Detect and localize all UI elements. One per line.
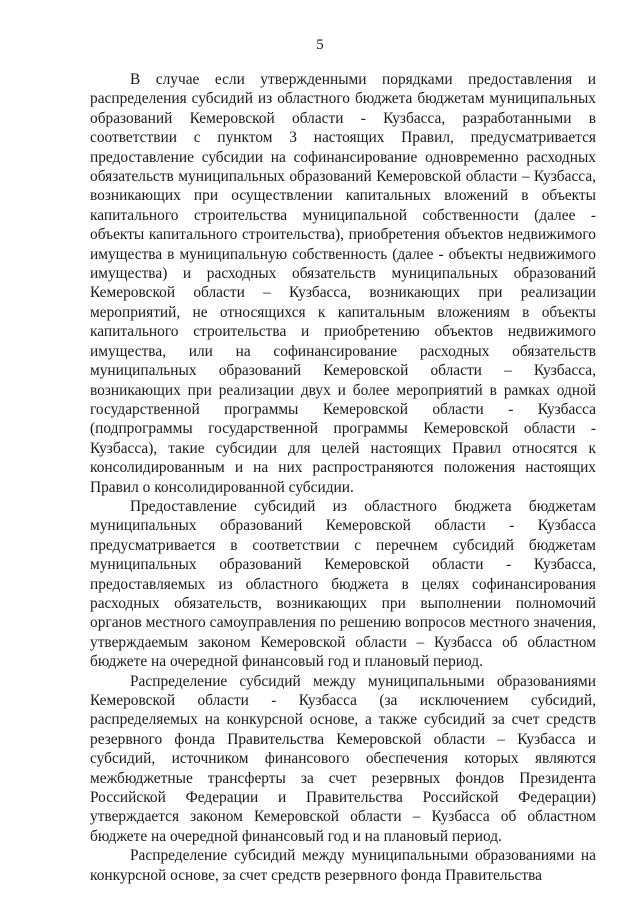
page-number: 5 bbox=[316, 37, 324, 53]
document-body bbox=[90, 70, 596, 885]
paragraph-subsidy-distribution: Распределение субсидий между муниципальными образованиями Кемеровской области - Кузбасса (за исключением субсидий, распределяемых на конкурсной основе, а также субсидий за счет средств резервного фонда Правительства Кемеровской области – Кузбасса и субсидий, источником финансового обеспечения которых являются межбюджетные трансферты за счет резервных фондов Президента Российской Федерации и Правительства Российской Федерации) утверждается законом Кемеровской области – Кузбасса об областном бюджете на очередной финансовый год и на плановый период. bbox=[90, 672, 596, 845]
paragraph-subsidy-provision: Предоставление субсидий из областного бюджета бюджетам муниципальных образований Кемеровской области - Кузбасса предусматривается в соответствии с перечнем субсидий бюджетам муниципальных образований Кемеровской области - Кузбасса, предоставляемых из областного бюджета в целях софинансирования расходных обязательств, возникающих при выполнении полномочий органов местного самоуправления по решению вопросов местного значения, утверждаемым законом Кемеровской области – Кузбасса об областном бюджете на очередной финансовый год и плановый период. bbox=[90, 497, 596, 671]
paragraph-competitive-distribution: Распределение субсидий между муниципальными образованиями на конкурсной основе, за счет средств резервного фонда Правительства bbox=[90, 847, 596, 884]
paragraph-consolidated-subsidy: В случае если утвержденными порядками предоставления и распределения субсидий из областного бюджета бюджетам муниципальных образований Кемеровской области - Кузбасса, разработанными в соответствии с пунктом 3 настоящих Правил, предусматривается предоставление субсидии на софинансирование одновременно расходных обязательств муниципальных образований Кемеровской области – Кузбасса, возникающих при осуществлении капитальных вложений в объекты капитального строительства муниципальной собственности (далее - объекты капитального строительства), приобретения объектов недвижимого имущества в муниципальную собственность (далее - объекты недвижимого имущества) и расходных обязательств муниципальных образований Кемеровской области – Кузбасса, возникающих при реализации мероприятий, не относящихся к капитальным вложениям в объекты капитального строительства и приобретению объектов недвижимого имущества, или на софинансирование расходных обязательств муниципальных образований Кемеровской области – Кузбасса, возникающих при реализации двух и более мероприятий в рамках одной государственной программы Кемеровской области - Кузбасса (подпрограммы государственной программы Кемеровской области - Кузбасса), такие субсидии для целей настоящих Правил относятся к консолидированным и на них распространяются положения настоящих Правил о консолидированной субсидии. bbox=[90, 71, 596, 496]
